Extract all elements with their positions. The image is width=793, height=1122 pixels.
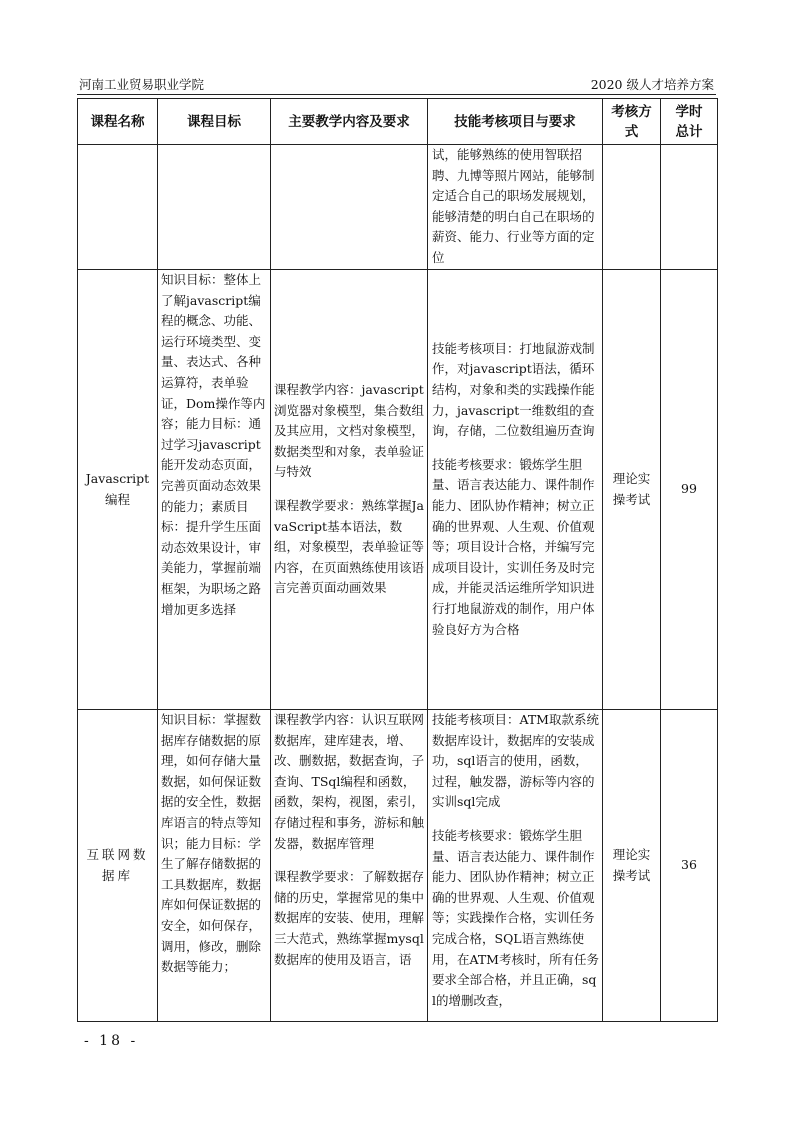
course-goal: [158, 145, 271, 270]
course-goal: 知识目标：掌握数据库存储数据的原理，如何存储大量数据，如何保证数据的安全性，数据库语言的特点等知识；能力目标：学生了解存储数据的工具数据库，数据库如何保证数据的安全，如何保存，调用，修改，删除数据等能力；: [158, 710, 271, 1022]
course-content: [271, 270, 428, 710]
course-content: [271, 145, 428, 270]
total-hours: [661, 145, 718, 270]
content-text: 课程教学内容：javascript浏览器对象模型，集合数组及其应用，文档对象模型，数据类型和对象，表单验证与特效: [274, 382, 425, 480]
header-hours: 学时总计: [661, 99, 718, 145]
course-name: 互联网数据库: [78, 710, 158, 1022]
header-course-goal: 课程目标: [158, 99, 271, 145]
header-course-name: 课程名称: [78, 99, 158, 145]
course-name: [78, 145, 158, 270]
total-hours: 99: [661, 270, 718, 710]
course-goal: 知识目标：整体上了解javascript编程的概念、功能、运行环境类型、变量、表达式、各种运算符，表单验证，Dom操作等内容；能力目标：通过学习javascript能开发动态页面，完善页面动态效果的能力；素质目标：提升学生压面动态效果设计，审美能力，掌握前端框架，为职场之路增加更多选择: [158, 270, 271, 710]
document-title: 2020 级人才培养方案: [590, 77, 714, 92]
skill-assessment: [428, 145, 603, 270]
table-row: [78, 145, 718, 270]
skill-project: 试，能够熟练的使用智联招聘、九博等照片网站，能够制定适合自己的职场发展规划，能够清楚的明白自己在职场的薪资、能力、行业等方面的定位: [432, 147, 595, 265]
skill-project: 技能考核项目：ATM取款系统数据库设计，数据库的安装成功，sql语言的使用，函数，过程，触发器，游标等内容的实训sql完成: [432, 712, 599, 810]
header-method: 考核方式: [603, 99, 661, 145]
header-content: 主要教学内容及要求: [271, 99, 428, 145]
skill-requirement: 技能考核要求：锻炼学生胆量、语言表达能力、课件制作能力、团队协作精神；树立正确的世界观、人生观、价值观等；实践操作合格，实训任务完成合格，SQL语言熟练使用，在ATM考核时，所有任务要求全部合格，并且正确，sql的增删改查，: [432, 827, 599, 1008]
assessment-method: 理论实操考试: [603, 710, 661, 1022]
course-content: [271, 710, 428, 1022]
table-row: [78, 710, 718, 1022]
skill-assessment: [428, 270, 603, 710]
table-row: [78, 270, 718, 710]
assessment-method: 理论实操考试: [603, 270, 661, 710]
page-header: [77, 76, 716, 95]
school-name: 河南工业贸易职业学院: [79, 77, 205, 92]
header-skill: 技能考核项目与要求: [428, 99, 603, 145]
skill-assessment: [428, 710, 603, 1022]
page-number: - 18 -: [84, 1033, 139, 1049]
content-requirement: 课程教学要求：熟练掌握JavaScript基本语法，数组，对象模型，表单验证等内容，在页面熟练使用该语言完善页面动画效果: [274, 498, 425, 596]
skill-project: 技能考核项目：打地鼠游戏制作，对javascript语法，循环结构，对象和类的实践操作能力，javascript一维数组的查询，存储，二位数组遍历查询: [432, 340, 595, 439]
curriculum-table: [77, 98, 718, 1022]
content-requirement: 课程教学要求：了解数据存储的历史，掌握常见的集中数据库的安装、使用，理解三大范式，熟练掌握mysql数据库的使用及语言，语: [274, 869, 425, 967]
assessment-method: [603, 145, 661, 270]
skill-requirement: 技能考核要求：锻炼学生胆量、语言表达能力、课件制作能力、团队协作精神；树立正确的世界观、人生观、价值观等；项目设计合格，并编写完成项目设计，实训任务及时完成，并能灵活运维所学知识进行打地鼠游戏的制作，用户体验良好方为合格: [432, 456, 595, 637]
content-text: 课程教学内容：认识互联网数据库，建库建表，增、改、删数据，数据查询，子查询、TSql编程和函数，函数，架构，视图，索引，存储过程和事务，游标和触发器，数据库管理: [274, 712, 425, 851]
table-header-row: [78, 99, 718, 145]
course-name: Javascript编程: [78, 270, 158, 710]
total-hours: 36: [661, 710, 718, 1022]
